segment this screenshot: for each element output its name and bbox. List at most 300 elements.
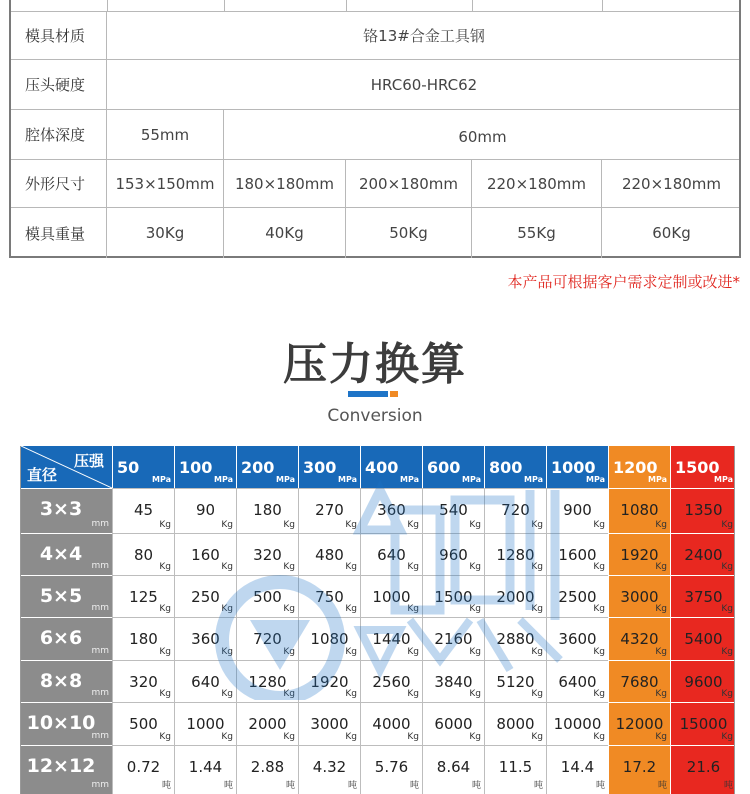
spec-row-material [11,12,739,60]
force-unit: Kg [593,732,605,742]
force-value: 80 [133,546,154,564]
table-cell [236,488,298,533]
force-value: 1280 [496,546,535,564]
table-cell [236,745,298,794]
force-unit: Kg [159,604,171,614]
force-unit: Kg [531,689,543,699]
force-value: 3000 [620,588,659,606]
force-value: 1280 [248,673,287,691]
spec-value: 60Kg [652,224,691,242]
force-value: 7680 [620,673,659,691]
force-unit: Kg [655,689,667,699]
force-unit: Kg [593,520,605,530]
force-unit: Kg [721,647,733,657]
pressure-header-8 [608,446,670,488]
force-unit: Kg [655,732,667,742]
table-cell [112,660,174,702]
pressure-conversion-table [20,446,735,794]
table-cell [112,488,174,533]
table-cell [360,488,422,533]
force-unit: 吨 [223,781,233,791]
table-cell [174,660,236,702]
pressure-value: 400 [365,458,399,477]
force-unit: Kg [593,647,605,657]
force-value: 2000 [248,715,287,733]
force-unit: Kg [345,604,357,614]
diameter-unit: mm [91,519,109,529]
table-cell [608,575,670,617]
pressure-unit: MPa [275,475,295,484]
force-value: 6000 [434,715,473,733]
table-cell [174,575,236,617]
pressure-header-0 [112,446,174,488]
spec-value: 55Kg [472,208,602,258]
spec-label: 腔体深度 [11,110,107,159]
force-unit: Kg [283,647,295,657]
spec-value: 153×150mm [107,160,224,207]
diameter-unit: mm [91,688,109,698]
table-cell [174,533,236,575]
force-value: 750 [315,588,344,606]
pressure-header-9 [670,446,735,488]
diameter-value: 5×5 [39,585,83,607]
force-unit: Kg [655,520,667,530]
force-unit: 吨 [285,781,295,791]
force-unit: Kg [469,689,481,699]
force-unit: Kg [221,604,233,614]
diameter-value: 10×10 [26,712,96,734]
force-unit: Kg [221,732,233,742]
table-cell [360,745,422,794]
force-value: 3840 [434,673,473,691]
force-value: 17.2 [622,758,657,776]
force-value: 1440 [372,630,411,648]
force-unit: Kg [159,520,171,530]
force-unit: 吨 [471,781,481,791]
diameter-unit: mm [91,603,109,613]
table-cell [422,533,484,575]
table-cell [422,575,484,617]
force-value: 2500 [558,588,597,606]
table-cell [670,702,735,745]
force-unit: Kg [283,562,295,572]
force-value: 4000 [372,715,411,733]
force-unit: 吨 [595,781,605,791]
force-value: 2880 [496,630,535,648]
diameter-value: 6×6 [39,627,83,649]
force-unit: Kg [531,647,543,657]
spec-label: 模具材质 [11,12,107,59]
force-unit: Kg [345,689,357,699]
force-value: 2.88 [250,758,285,776]
table-cell [670,745,735,794]
force-unit: Kg [407,647,419,657]
table-cell [670,533,735,575]
diameter-axis-label: 直径 [27,466,58,484]
force-unit: Kg [593,604,605,614]
force-unit: Kg [531,732,543,742]
table-cell [112,575,174,617]
table-cell [236,702,298,745]
table-row [21,702,735,745]
pressure-unit: MPa [647,475,667,484]
pressure-value: 1000 [551,458,596,477]
diameter-value: 8×8 [39,670,83,692]
pressure-value: 100 [179,458,213,477]
pressure-header-7 [546,446,608,488]
table-cell [608,745,670,794]
force-unit: Kg [469,604,481,614]
force-unit: Kg [221,647,233,657]
force-value: 6400 [558,673,597,691]
table-cell [298,533,360,575]
table-row [21,617,735,660]
pressure-header-2 [236,446,298,488]
force-unit: Kg [345,562,357,572]
force-unit: Kg [407,732,419,742]
force-value: 8.64 [436,758,471,776]
table-cell [112,745,174,794]
table-cell [298,660,360,702]
table-cell [484,702,546,745]
table-cell [546,702,608,745]
force-value: 720 [501,501,530,519]
pressure-axis-label: 压强 [73,452,104,470]
pressure-header-3 [298,446,360,488]
force-value: 10000 [553,715,602,733]
spec-value: 40Kg [224,208,346,258]
force-unit: Kg [593,562,605,572]
force-unit: Kg [159,562,171,572]
table-cell [298,617,360,660]
customization-note: 本产品可根据客户需求定制或改进* [507,273,740,291]
table-cell [484,745,546,794]
force-unit: Kg [721,520,733,530]
spec-value: 180×180mm [224,160,346,207]
pressure-unit: MPa [461,475,481,484]
force-value: 4.32 [312,758,347,776]
force-value: 480 [315,546,344,564]
diameter-label [21,617,112,660]
table-cell [360,617,422,660]
pressure-unit: MPa [213,475,233,484]
force-value: 270 [315,501,344,519]
pressure-unit: MPa [151,475,171,484]
spec-value: 50Kg [346,208,472,258]
table-row [21,660,735,702]
table-cell [670,660,735,702]
force-value: 3600 [558,630,597,648]
table-row [21,533,735,575]
force-unit: Kg [531,562,543,572]
spec-row-cavity-depth [11,110,739,160]
force-value: 1080 [310,630,349,648]
table-cell [484,660,546,702]
force-unit: Kg [283,689,295,699]
spec-row-dimensions [11,160,739,208]
table-cell [236,575,298,617]
force-value: 160 [191,546,220,564]
force-unit: Kg [531,520,543,530]
force-value: 11.5 [498,758,533,776]
table-cell [608,660,670,702]
table-cell [546,617,608,660]
pressure-value: 800 [489,458,523,477]
spec-value: 30Kg [107,208,224,258]
force-value: 5120 [496,673,535,691]
force-unit: 吨 [409,781,419,791]
force-value: 720 [253,630,282,648]
diameter-unit: mm [91,646,109,656]
force-value: 500 [253,588,282,606]
force-unit: Kg [469,732,481,742]
force-value: 360 [377,501,406,519]
force-value: 2160 [434,630,473,648]
section-title: 压力换算 [283,339,467,390]
table-cell [174,617,236,660]
force-unit: Kg [531,604,543,614]
pressure-value: 1200 [613,458,658,477]
force-value: 21.6 [686,758,721,776]
force-value: 2000 [496,588,535,606]
pressure-value: 600 [427,458,461,477]
force-value: 2400 [684,546,723,564]
title-underline-orange [390,391,398,397]
table-cell [484,617,546,660]
diameter-label [21,702,112,745]
force-unit: Kg [469,647,481,657]
table-cell [608,702,670,745]
force-value: 900 [563,501,592,519]
force-value: 3750 [684,588,723,606]
force-unit: Kg [593,689,605,699]
force-unit: Kg [159,732,171,742]
force-unit: Kg [407,562,419,572]
table-cell [360,660,422,702]
table-cell [546,533,608,575]
diameter-value: 12×12 [26,755,96,777]
table-cell [546,575,608,617]
force-unit: Kg [407,520,419,530]
spec-value: 220×180mm [472,160,602,207]
spec-value: 55mm [107,110,224,159]
force-value: 1920 [310,673,349,691]
force-unit: Kg [469,562,481,572]
table-row [21,575,735,617]
force-value: 320 [253,546,282,564]
pressure-value: 200 [241,458,275,477]
diameter-label [21,575,112,617]
table-cell [298,745,360,794]
force-unit: Kg [407,604,419,614]
force-value: 960 [439,546,468,564]
force-value: 1000 [372,588,411,606]
diameter-value: 4×4 [39,543,83,565]
force-value: 1000 [186,715,225,733]
spec-value: 200×180mm [346,160,472,207]
force-unit: Kg [283,604,295,614]
table-cell [546,488,608,533]
table-cell [422,745,484,794]
table-cell [298,488,360,533]
table-cell [608,488,670,533]
table-cell [360,702,422,745]
table-cell [360,575,422,617]
force-unit: Kg [283,520,295,530]
spec-value: 220×180mm [621,174,722,193]
table-cell [670,617,735,660]
table-cell [298,575,360,617]
table-cell [174,702,236,745]
table-cell [236,533,298,575]
pressure-value: 300 [303,458,337,477]
diameter-label [21,745,112,794]
force-value: 8000 [496,715,535,733]
force-unit: Kg [159,647,171,657]
pressure-unit: MPa [523,475,543,484]
table-cell [608,533,670,575]
force-unit: 吨 [533,781,543,791]
table-cell [484,533,546,575]
force-value: 5400 [684,630,723,648]
force-unit: Kg [721,604,733,614]
pressure-unit: MPa [399,475,419,484]
section-subtitle: Conversion [327,406,423,426]
force-value: 250 [191,588,220,606]
diameter-label [21,533,112,575]
spec-table [9,0,741,258]
force-unit: Kg [345,732,357,742]
force-value: 1500 [434,588,473,606]
force-unit: Kg [407,689,419,699]
pressure-value: 1500 [675,458,720,477]
spec-label: 外形尺寸 [11,160,107,207]
table-cell [422,617,484,660]
force-value: 640 [191,673,220,691]
force-unit: Kg [655,604,667,614]
table-cell [360,533,422,575]
force-unit: Kg [221,562,233,572]
table-cell [236,660,298,702]
force-unit: Kg [345,647,357,657]
force-value: 180 [253,501,282,519]
force-value: 0.72 [126,758,161,776]
spec-value: HRC60-HRC62 [370,75,478,94]
force-value: 45 [133,501,154,519]
force-unit: 吨 [161,781,171,791]
diameter-unit: mm [91,780,109,790]
pressure-unit: MPa [713,475,733,484]
diameter-unit: mm [91,561,109,571]
table-cell [174,488,236,533]
force-unit: Kg [345,520,357,530]
force-value: 4320 [620,630,659,648]
table-cell [236,617,298,660]
force-unit: 吨 [657,781,667,791]
force-value: 1080 [620,501,659,519]
force-unit: Kg [721,732,733,742]
force-value: 540 [439,501,468,519]
force-value: 3000 [310,715,349,733]
force-value: 9600 [684,673,723,691]
force-value: 14.4 [560,758,595,776]
table-cell [174,745,236,794]
table-cell [112,533,174,575]
table-cell [484,575,546,617]
pressure-value: 50 [117,458,140,477]
force-unit: Kg [221,520,233,530]
force-unit: Kg [655,562,667,572]
diameter-value: 3×3 [39,498,83,520]
table-cell [670,488,735,533]
spec-table-top-strip [11,0,739,12]
force-unit: Kg [655,647,667,657]
table-corner-header [21,446,112,488]
force-unit: Kg [721,689,733,699]
spec-label: 模具重量 [11,208,107,258]
spec-value: 60mm [458,127,507,146]
table-cell [112,617,174,660]
force-unit: Kg [283,732,295,742]
force-value: 1.44 [188,758,223,776]
force-value: 360 [191,630,220,648]
force-unit: 吨 [723,781,733,791]
table-cell [422,660,484,702]
force-value: 12000 [615,715,664,733]
table-cell [546,660,608,702]
force-unit: Kg [469,520,481,530]
pressure-header-5 [422,446,484,488]
spec-row-weight [11,208,739,258]
table-cell [422,488,484,533]
table-cell [112,702,174,745]
pressure-header-4 [360,446,422,488]
force-value: 320 [129,673,158,691]
spec-row-hardness [11,60,739,110]
pressure-unit: MPa [337,475,357,484]
table-cell [484,488,546,533]
pressure-header-1 [174,446,236,488]
force-value: 15000 [679,715,728,733]
diameter-label [21,488,112,533]
force-value: 2560 [372,673,411,691]
force-value: 90 [195,501,216,519]
force-value: 1600 [558,546,597,564]
force-value: 5.76 [374,758,409,776]
table-cell [298,702,360,745]
force-value: 500 [129,715,158,733]
title-underline-blue [348,391,388,397]
pressure-unit: MPa [585,475,605,484]
force-value: 180 [129,630,158,648]
force-unit: Kg [221,689,233,699]
force-unit: Kg [721,562,733,572]
table-cell [670,575,735,617]
spec-value: 铬13#合金工具钢 [363,27,485,45]
pressure-header-6 [484,446,546,488]
table-row [21,745,735,794]
table-cell [608,617,670,660]
force-value: 1920 [620,546,659,564]
diameter-unit: mm [91,731,109,741]
force-value: 640 [377,546,406,564]
spec-label: 压头硬度 [11,60,107,109]
table-row [21,488,735,533]
table-cell [546,745,608,794]
force-unit: Kg [159,689,171,699]
diameter-label [21,660,112,702]
force-unit: 吨 [347,781,357,791]
